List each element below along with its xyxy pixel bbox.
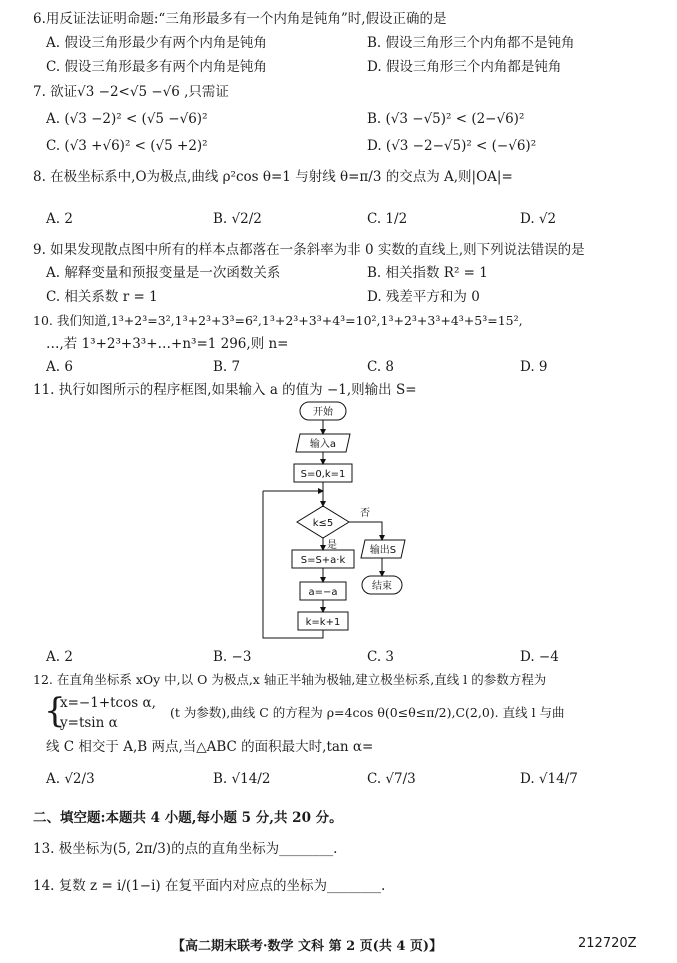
q11-option-a: A. 2 xyxy=(46,649,73,665)
q7-option-b: B. (√3 −√5)² < (2−√6)² xyxy=(367,111,525,127)
q12-stem-line3: 线 C 相交于 A,B 两点,当△ABC 的面积最大时,tan α= xyxy=(46,739,374,755)
q7-option-a: A. (√3 −2)² < (√5 −√6)² xyxy=(46,111,208,127)
q6-option-d: D. 假设三角形三个内角都是钝角 xyxy=(367,59,562,75)
q9-option-b: B. 相关指数 R² = 1 xyxy=(367,265,488,281)
q6-option-b: B. 假设三角形三个内角都不是钝角 xyxy=(367,35,575,51)
q9-option-a: A. 解释变量和预报变量是一次函数关系 xyxy=(46,265,281,281)
q8-stem: 8. 在极坐标系中,O为极点,曲线 ρ²cos θ=1 与射线 θ=π/3 的交点为 A,则|OA|= xyxy=(33,169,513,185)
q10-stem-line2: …,若 1³+2³+3³+…+n³=1 296,则 n= xyxy=(46,336,289,352)
q8-option-a: A. 2 xyxy=(46,211,73,227)
q7-stem: 7. 欲证√3 −2<√5 −√6 ,只需证 xyxy=(33,84,229,100)
q8-option-c: C. 1/2 xyxy=(367,211,408,227)
flow-output-text: 输出S xyxy=(369,545,397,556)
q12-option-a: A. √2/3 xyxy=(46,771,95,787)
q12-stem-line1: 12. 在直角坐标系 xOy 中,以 O 为极点,x 轴正半轴为极轴,建立极坐标系,直线 l 的参数方程为 xyxy=(33,672,547,687)
q10-option-c: C. 8 xyxy=(367,359,395,375)
q9-option-c: C. 相关系数 r = 1 xyxy=(46,289,158,305)
q10-option-d: D. 9 xyxy=(520,359,548,375)
q11-stem: 11. 执行如图所示的程序框图,如果输入 a 的值为 −1,则输出 S= xyxy=(33,382,417,398)
q10-stem-line1: 10. 我们知道,1³+2³=3²,1³+2³+3³=6²,1³+2³+3³+4³=10²,1³+2³+3³+4³+5³=15², xyxy=(33,313,523,328)
q7-option-d: D. (√3 −2−√5)² < (−√6)² xyxy=(367,138,537,154)
flow-init-text: S=0,k=1 xyxy=(300,469,346,480)
q12-option-b: B. √14/2 xyxy=(213,771,271,787)
q8-option-d: D. √2 xyxy=(520,211,557,227)
q12-option-c: C. √7/3 xyxy=(367,771,416,787)
flow-start-text: 开始 xyxy=(313,407,333,418)
q7-option-c: C. (√3 +√6)² < (√5 +2)² xyxy=(46,138,208,154)
q6-option-c: C. 假设三角形最多有两个内角是钝角 xyxy=(46,59,267,75)
q11-option-c: C. 3 xyxy=(367,649,395,665)
flow-yes-label: 是 xyxy=(327,540,337,551)
flow-step1-text: S=S+a·k xyxy=(300,555,346,566)
q13-stem: 13. 极坐标为(5, 2π/3)的点的直角坐标为________. xyxy=(33,841,338,857)
section2-heading: 二、填空题:本题共 4 小题,每小题 5 分,共 20 分。 xyxy=(33,810,343,826)
q12-system-brace: { xyxy=(44,691,66,731)
q12-system-line1: x=−1+tcos α, xyxy=(60,695,156,711)
q12-system-line2: y=tsin α xyxy=(60,715,118,731)
flow-cond-text: k≤5 xyxy=(312,518,334,529)
footer-title: 【高二期末联考·数学 文科 第 2 页(共 4 页)】 xyxy=(172,939,443,954)
flow-end-text: 结束 xyxy=(372,581,392,592)
q12-option-d: D. √14/7 xyxy=(520,771,578,787)
flow-step3-text: k=k+1 xyxy=(305,617,341,628)
q12-stem-line2: (t 为参数),曲线 C 的方程为 ρ=4cos θ(0≤θ≤π/2),C(2,0). 直线 l 与曲 xyxy=(170,705,565,720)
flow-input-text: 输入a xyxy=(309,439,337,450)
q9-stem: 9. 如果发现散点图中所有的样本点都落在一条斜率为非 0 实数的直线上,则下列说法错误的是 xyxy=(33,242,585,258)
q6-option-a: A. 假设三角形最少有两个内角是钝角 xyxy=(46,35,267,51)
q10-option-a: A. 6 xyxy=(46,359,73,375)
flow-no-label: 否 xyxy=(360,508,370,519)
q8-option-b: B. √2/2 xyxy=(213,211,262,227)
q9-option-d: D. 残差平方和为 0 xyxy=(367,289,480,305)
flow-step2-text: a=−a xyxy=(308,587,338,598)
q11-option-d: D. −4 xyxy=(520,649,559,665)
footer-code: 212720Z xyxy=(578,936,637,951)
q14-stem: 14. 复数 z = i/(1−i) 在复平面内对应点的坐标为________. xyxy=(33,878,386,894)
q10-option-b: B. 7 xyxy=(213,359,241,375)
q11-option-b: B. −3 xyxy=(213,649,252,665)
q11-flowchart xyxy=(255,398,415,640)
q6-stem: 6.用反证法证明命题:“三角形最多有一个内角是钝角”时,假设正确的是 xyxy=(33,11,447,27)
